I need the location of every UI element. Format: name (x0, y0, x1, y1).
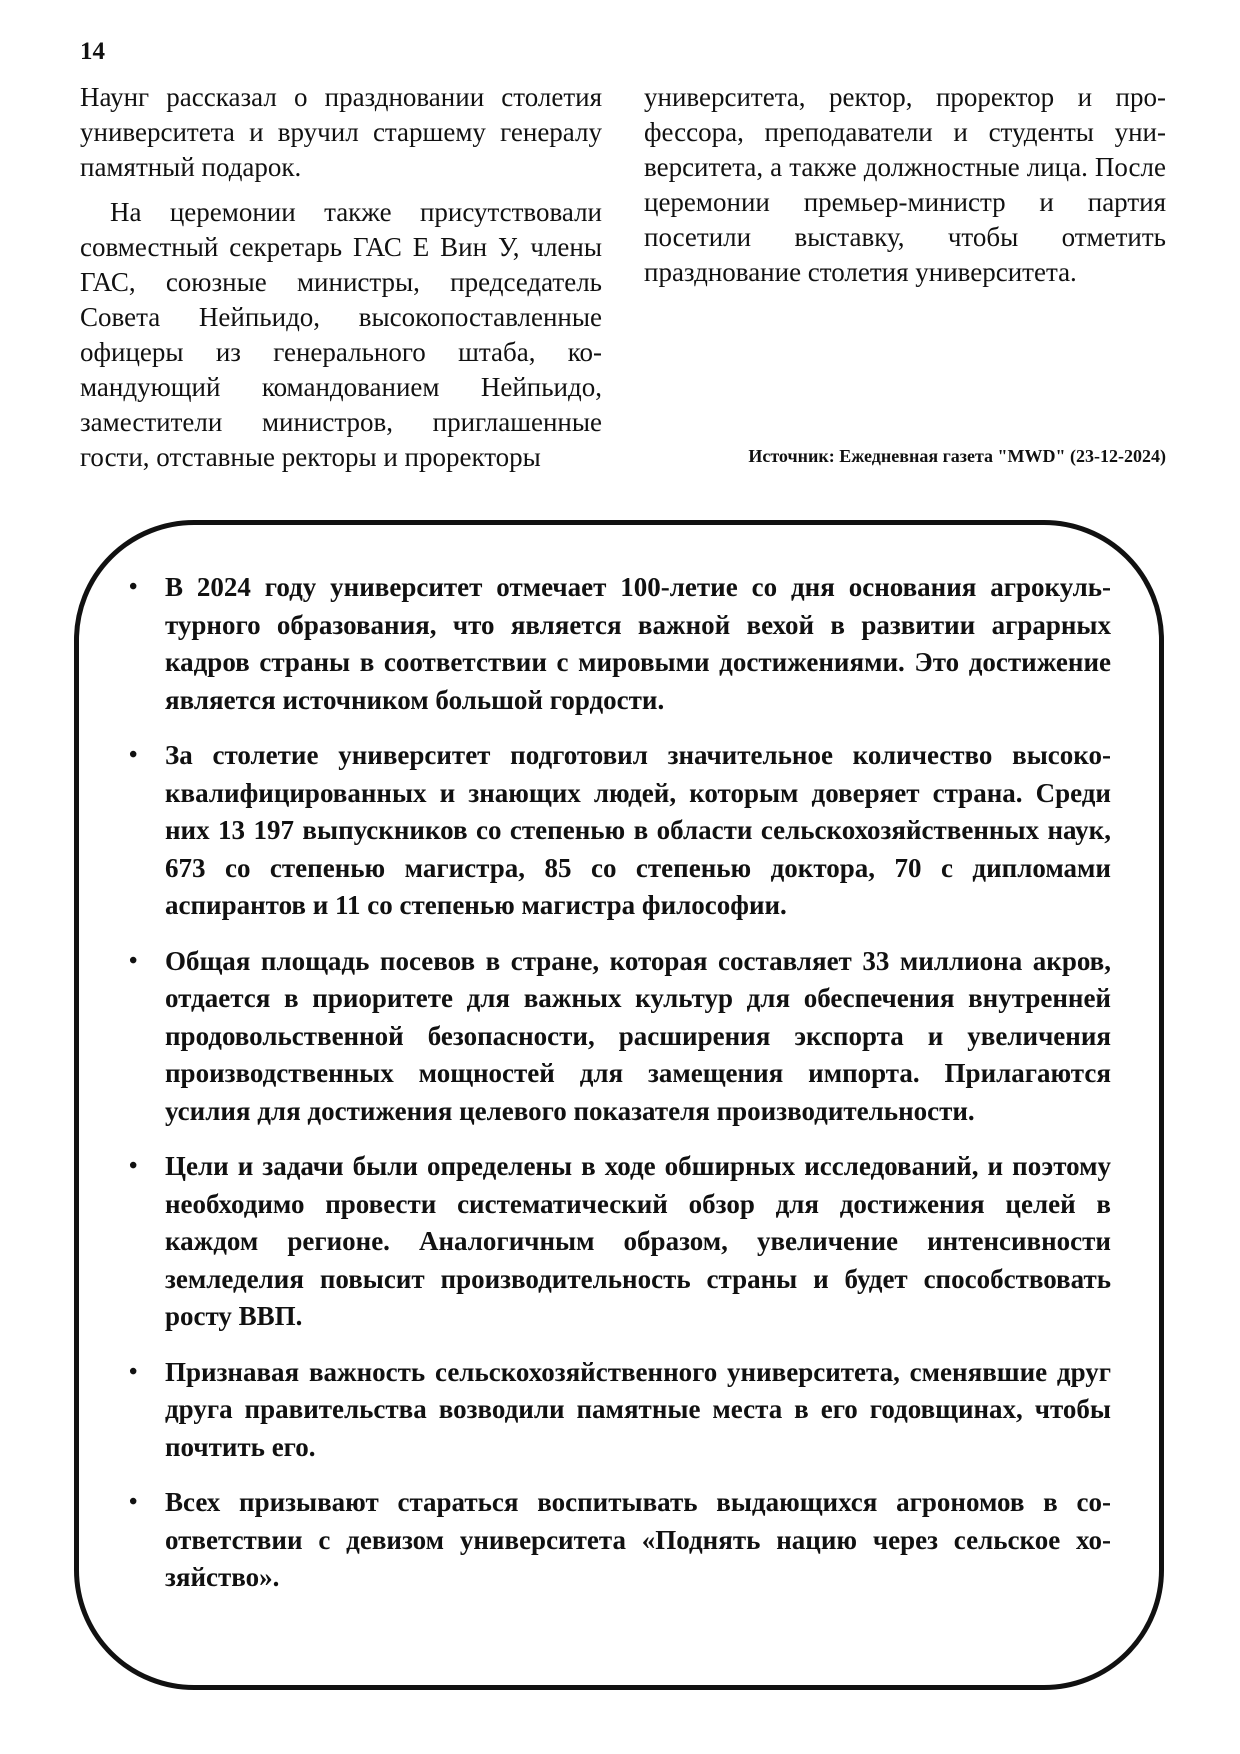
bullet-icon: • (129, 1489, 138, 1515)
list-item-text: В 2024 году университет отмечает 100-летие со дня основания агрокультурного образования, что является важной вехой в развитии аграрных кадров страны в соответствии с мировыми достижениями. Это достижение является источником большой гордости. (165, 572, 1111, 715)
bullet-icon: • (129, 742, 138, 768)
list-item (121, 943, 1111, 1131)
list-item-text: Цели и задачи были определены в ходе обширных исследований, и поэтому необходимо провести систематический обзор для достижения целей в каждом регионе. Аналогичным образом, увеличение интенсивности земледелия повысит производительность страны и будет способствовать росту ВВП. (165, 1151, 1111, 1331)
article-paragraph: университета, ректор, проректор и профессора, преподаватели и студенты университета, а также должностные лица. После церемонии премьер-министр и партия посетили выставку, чтобы отметить празднование столетия университета. (644, 82, 1166, 287)
list-item (121, 569, 1111, 719)
article-paragraph: Наунг рассказал о праздновании столетия университета и вручил старшему генералу памятный подарок. (80, 82, 602, 182)
list-item-text: Признавая важность сельскохозяйственного университета, сменявшие друг друга правительства возводили памятные места в его годовщинах, чтобы почтить его. (165, 1356, 1111, 1462)
article-right-column (644, 80, 1166, 290)
list-item-text: Общая площадь посевов в стране, которая составляет 33 миллиона акров, отдается в приоритете для важных культур для обеспечения внутренней продовольственной безопасности, расширения экспорта и увеличения производственных мощностей для замещения импорта. Прилагаются усилия для достижения целевого показателя производительности. (165, 945, 1111, 1126)
article-left-column (80, 80, 602, 475)
bullet-icon: • (129, 1153, 138, 1179)
bullet-icon: • (129, 947, 138, 974)
list-item (121, 1484, 1111, 1597)
bullet-icon: • (129, 1358, 138, 1385)
highlights-box (74, 520, 1164, 1690)
page-number: 14 (80, 38, 105, 65)
list-item (121, 1354, 1111, 1467)
list-item-text: За столетие университет подготовил значительное количество высококвалифицированных и знающих людей, которым доверяет страна. Среди них 13 197 выпускников со степенью в области сельскохозяйственных наук, 673 со степенью магистра, 85 со степенью доктора, 70 с дипломами аспирантов и 11 со степенью магистра философии. (165, 740, 1111, 920)
article-columns (80, 80, 1166, 480)
list-item (121, 737, 1111, 925)
highlights-list (121, 569, 1111, 1615)
list-item (121, 1148, 1111, 1336)
article-paragraph: На церемонии также присутствовали совместный секретарь ГАС Е Вин У, члены ГАС, союзные министры, председатель Совета Нейпьидо, высокопоставленные офицеры из генерального штаба, командующий командованием Нейпьидо, заместители министров, приглашенные гости, отставные ректоры и проректоры (80, 197, 602, 472)
list-item-text: Всех призывают стараться воспитывать выдающихся агрономов в соответствии с девизом университета «Поднять нацию через сельское хозяйство». (165, 1487, 1111, 1592)
source-citation: Источник: Ежедневная газета "MWD" (23-12-2024) (748, 446, 1166, 466)
bullet-icon: • (129, 574, 138, 600)
